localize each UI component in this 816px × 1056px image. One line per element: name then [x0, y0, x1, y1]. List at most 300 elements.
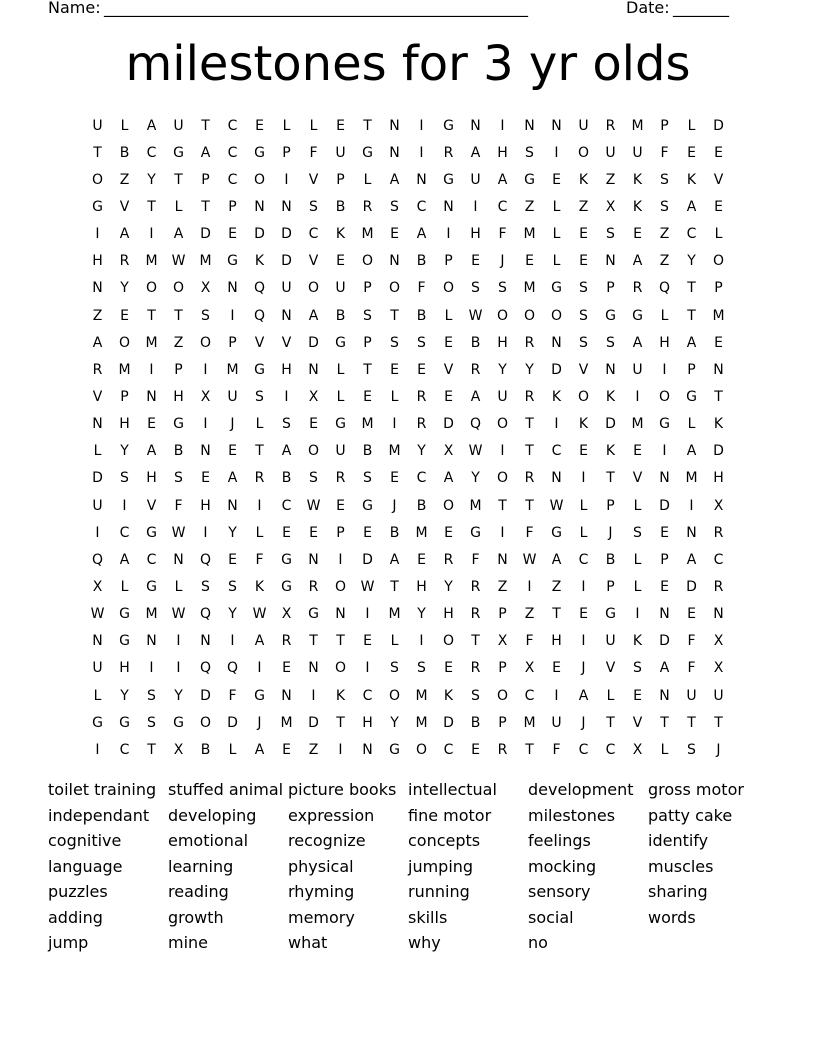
- grid-letter[interactable]: W: [171, 253, 186, 270]
- grid-letter[interactable]: U: [281, 280, 292, 297]
- grid-letter[interactable]: D: [443, 714, 454, 731]
- grid-letter[interactable]: N: [470, 117, 481, 134]
- grid-letter[interactable]: K: [605, 443, 616, 460]
- grid-letter[interactable]: I: [95, 524, 100, 541]
- grid-letter[interactable]: S: [660, 171, 669, 188]
- grid-letter[interactable]: N: [281, 198, 292, 215]
- grid-letter[interactable]: I: [284, 388, 289, 405]
- grid-letter[interactable]: U: [335, 443, 346, 460]
- grid-letter[interactable]: N: [605, 253, 616, 270]
- grid-letter[interactable]: O: [496, 416, 509, 433]
- grid-letter[interactable]: I: [284, 171, 289, 188]
- grid-letter[interactable]: F: [525, 633, 534, 650]
- grid-letter[interactable]: E: [687, 606, 696, 623]
- grid-letter[interactable]: P: [687, 361, 696, 378]
- grid-letter[interactable]: V: [146, 497, 157, 514]
- grid-letter[interactable]: M: [415, 524, 428, 541]
- grid-letter[interactable]: S: [606, 334, 615, 351]
- grid-letter[interactable]: G: [173, 144, 184, 161]
- grid-letter[interactable]: S: [174, 470, 183, 487]
- grid-letter[interactable]: D: [686, 578, 697, 595]
- grid-letter[interactable]: A: [686, 443, 697, 460]
- date-blank-line[interactable]: _______: [673, 0, 729, 17]
- grid-letter[interactable]: X: [713, 497, 724, 514]
- grid-letter[interactable]: O: [361, 253, 374, 270]
- grid-letter[interactable]: O: [91, 171, 104, 188]
- grid-letter[interactable]: H: [659, 334, 670, 351]
- grid-letter[interactable]: F: [228, 687, 237, 704]
- grid-letter[interactable]: X: [605, 198, 616, 215]
- grid-letter[interactable]: S: [579, 280, 588, 297]
- grid-letter[interactable]: R: [443, 144, 454, 161]
- grid-letter[interactable]: A: [416, 226, 427, 243]
- grid-letter[interactable]: T: [255, 443, 264, 460]
- grid-letter[interactable]: M: [361, 226, 374, 243]
- grid-letter[interactable]: A: [578, 687, 589, 704]
- grid-letter[interactable]: N: [551, 470, 562, 487]
- grid-letter[interactable]: M: [415, 687, 428, 704]
- grid-letter[interactable]: T: [174, 307, 183, 324]
- grid-letter[interactable]: P: [174, 361, 183, 378]
- grid-letter[interactable]: B: [335, 198, 346, 215]
- grid-letter[interactable]: T: [552, 606, 561, 623]
- grid-letter[interactable]: O: [388, 687, 401, 704]
- grid-letter[interactable]: P: [444, 253, 453, 270]
- grid-letter[interactable]: I: [419, 117, 424, 134]
- grid-letter[interactable]: Q: [658, 280, 671, 297]
- grid-letter[interactable]: M: [685, 470, 698, 487]
- grid-letter[interactable]: D: [362, 551, 373, 568]
- grid-letter[interactable]: S: [309, 470, 318, 487]
- grid-letter[interactable]: K: [254, 253, 265, 270]
- grid-letter[interactable]: J: [500, 253, 505, 270]
- grid-letter[interactable]: E: [390, 226, 399, 243]
- grid-letter[interactable]: V: [632, 470, 643, 487]
- grid-letter[interactable]: N: [551, 334, 562, 351]
- grid-letter[interactable]: E: [336, 253, 345, 270]
- grid-letter[interactable]: P: [363, 280, 372, 297]
- grid-letter[interactable]: N: [335, 606, 346, 623]
- grid-letter[interactable]: O: [496, 470, 509, 487]
- grid-letter[interactable]: R: [470, 660, 481, 677]
- grid-letter[interactable]: G: [362, 497, 373, 514]
- grid-letter[interactable]: Y: [687, 253, 696, 270]
- grid-letter[interactable]: E: [309, 416, 318, 433]
- grid-letter[interactable]: D: [713, 117, 724, 134]
- grid-letter[interactable]: P: [228, 334, 237, 351]
- grid-letter[interactable]: P: [660, 117, 669, 134]
- grid-letter[interactable]: Z: [551, 578, 562, 595]
- grid-letter[interactable]: G: [92, 198, 103, 215]
- grid-letter[interactable]: V: [308, 171, 319, 188]
- grid-letter[interactable]: G: [227, 253, 238, 270]
- grid-letter[interactable]: R: [335, 470, 346, 487]
- grid-letter[interactable]: D: [254, 226, 265, 243]
- grid-letter[interactable]: Y: [120, 687, 129, 704]
- grid-letter[interactable]: G: [92, 714, 103, 731]
- grid-letter[interactable]: I: [446, 226, 451, 243]
- grid-letter[interactable]: P: [606, 497, 615, 514]
- grid-letter[interactable]: J: [716, 741, 721, 758]
- grid-letter[interactable]: L: [93, 687, 102, 704]
- grid-letter[interactable]: E: [390, 470, 399, 487]
- grid-letter[interactable]: C: [416, 198, 427, 215]
- grid-letter[interactable]: L: [309, 117, 318, 134]
- grid-letter[interactable]: L: [363, 171, 372, 188]
- grid-letter[interactable]: R: [254, 470, 265, 487]
- grid-letter[interactable]: A: [470, 388, 481, 405]
- grid-letter[interactable]: H: [146, 470, 157, 487]
- grid-letter[interactable]: O: [253, 171, 266, 188]
- grid-letter[interactable]: O: [442, 633, 455, 650]
- grid-letter[interactable]: T: [309, 633, 318, 650]
- grid-letter[interactable]: X: [173, 741, 184, 758]
- grid-letter[interactable]: S: [660, 198, 669, 215]
- grid-letter[interactable]: U: [713, 687, 724, 704]
- grid-letter[interactable]: G: [389, 741, 400, 758]
- grid-letter[interactable]: Y: [498, 361, 507, 378]
- grid-letter[interactable]: L: [336, 361, 345, 378]
- grid-letter[interactable]: T: [606, 470, 615, 487]
- grid-letter[interactable]: P: [336, 524, 345, 541]
- grid-letter[interactable]: E: [120, 307, 129, 324]
- grid-letter[interactable]: E: [687, 144, 696, 161]
- grid-letter[interactable]: O: [496, 687, 509, 704]
- grid-letter[interactable]: N: [551, 117, 562, 134]
- grid-letter[interactable]: I: [662, 361, 667, 378]
- grid-letter[interactable]: E: [633, 687, 642, 704]
- grid-letter[interactable]: I: [581, 633, 586, 650]
- grid-letter[interactable]: L: [444, 307, 453, 324]
- grid-letter[interactable]: G: [335, 334, 346, 351]
- grid-letter[interactable]: C: [227, 117, 238, 134]
- grid-letter[interactable]: E: [228, 226, 237, 243]
- grid-letter[interactable]: H: [92, 253, 103, 270]
- grid-letter[interactable]: Y: [228, 524, 237, 541]
- grid-letter[interactable]: F: [255, 551, 264, 568]
- grid-letter[interactable]: G: [119, 714, 130, 731]
- grid-letter[interactable]: B: [335, 307, 346, 324]
- grid-letter[interactable]: Y: [471, 470, 480, 487]
- grid-letter[interactable]: I: [95, 741, 100, 758]
- grid-letter[interactable]: D: [443, 416, 454, 433]
- grid-letter[interactable]: D: [92, 470, 103, 487]
- grid-letter[interactable]: S: [390, 334, 399, 351]
- grid-letter[interactable]: V: [713, 171, 724, 188]
- grid-letter[interactable]: F: [687, 633, 696, 650]
- grid-letter[interactable]: J: [608, 524, 613, 541]
- grid-letter[interactable]: W: [171, 524, 186, 541]
- grid-letter[interactable]: L: [687, 416, 696, 433]
- grid-letter[interactable]: U: [605, 633, 616, 650]
- grid-letter[interactable]: I: [203, 361, 208, 378]
- grid-letter[interactable]: F: [660, 144, 669, 161]
- grid-letter[interactable]: K: [578, 171, 589, 188]
- grid-letter[interactable]: A: [119, 226, 130, 243]
- grid-letter[interactable]: I: [392, 416, 397, 433]
- grid-letter[interactable]: L: [390, 633, 399, 650]
- grid-letter[interactable]: F: [174, 497, 183, 514]
- grid-letter[interactable]: A: [254, 633, 265, 650]
- grid-letter[interactable]: N: [497, 551, 508, 568]
- grid-letter[interactable]: E: [579, 443, 588, 460]
- grid-letter[interactable]: T: [525, 497, 534, 514]
- grid-letter[interactable]: C: [605, 741, 616, 758]
- grid-letter[interactable]: A: [254, 741, 265, 758]
- grid-letter[interactable]: A: [686, 334, 697, 351]
- grid-letter[interactable]: N: [713, 606, 724, 623]
- grid-letter[interactable]: P: [498, 714, 507, 731]
- grid-letter[interactable]: S: [606, 226, 615, 243]
- grid-letter[interactable]: H: [416, 578, 427, 595]
- grid-letter[interactable]: A: [173, 226, 184, 243]
- grid-letter[interactable]: D: [281, 226, 292, 243]
- grid-letter[interactable]: Q: [199, 660, 212, 677]
- grid-letter[interactable]: J: [581, 660, 586, 677]
- grid-letter[interactable]: E: [363, 388, 372, 405]
- grid-letter[interactable]: T: [336, 633, 345, 650]
- grid-letter[interactable]: L: [390, 388, 399, 405]
- grid-letter[interactable]: H: [497, 144, 508, 161]
- grid-letter[interactable]: J: [230, 416, 235, 433]
- grid-letter[interactable]: A: [389, 551, 400, 568]
- grid-letter[interactable]: R: [524, 334, 535, 351]
- grid-letter[interactable]: X: [200, 280, 211, 297]
- grid-letter[interactable]: E: [579, 606, 588, 623]
- grid-letter[interactable]: N: [92, 280, 103, 297]
- grid-letter[interactable]: S: [390, 198, 399, 215]
- grid-letter[interactable]: E: [525, 253, 534, 270]
- grid-letter[interactable]: X: [497, 633, 508, 650]
- grid-letter[interactable]: G: [443, 117, 454, 134]
- grid-letter[interactable]: Q: [91, 551, 104, 568]
- grid-letter[interactable]: O: [577, 144, 590, 161]
- grid-letter[interactable]: S: [687, 741, 696, 758]
- grid-letter[interactable]: S: [255, 388, 264, 405]
- grid-letter[interactable]: D: [659, 497, 670, 514]
- grid-letter[interactable]: R: [713, 578, 724, 595]
- grid-letter[interactable]: C: [119, 741, 130, 758]
- grid-letter[interactable]: N: [389, 253, 400, 270]
- grid-letter[interactable]: E: [714, 198, 723, 215]
- grid-letter[interactable]: M: [415, 714, 428, 731]
- grid-letter[interactable]: A: [146, 443, 157, 460]
- grid-letter[interactable]: S: [147, 714, 156, 731]
- grid-letter[interactable]: E: [201, 470, 210, 487]
- grid-letter[interactable]: P: [660, 551, 669, 568]
- grid-letter[interactable]: E: [552, 660, 561, 677]
- grid-letter[interactable]: S: [633, 660, 642, 677]
- grid-letter[interactable]: N: [605, 361, 616, 378]
- grid-letter[interactable]: E: [147, 416, 156, 433]
- grid-letter[interactable]: G: [146, 524, 157, 541]
- grid-letter[interactable]: L: [120, 117, 129, 134]
- grid-letter[interactable]: T: [363, 117, 372, 134]
- grid-letter[interactable]: R: [119, 253, 130, 270]
- grid-letter[interactable]: T: [660, 714, 669, 731]
- grid-letter[interactable]: I: [230, 307, 235, 324]
- grid-letter[interactable]: P: [498, 606, 507, 623]
- grid-letter[interactable]: I: [176, 633, 181, 650]
- grid-letter[interactable]: K: [713, 416, 724, 433]
- grid-letter[interactable]: N: [416, 171, 427, 188]
- grid-letter[interactable]: U: [335, 144, 346, 161]
- grid-letter[interactable]: F: [525, 524, 534, 541]
- grid-letter[interactable]: Y: [417, 606, 426, 623]
- grid-letter[interactable]: N: [200, 443, 211, 460]
- grid-letter[interactable]: E: [444, 334, 453, 351]
- grid-letter[interactable]: E: [633, 226, 642, 243]
- grid-letter[interactable]: D: [713, 443, 724, 460]
- grid-letter[interactable]: R: [470, 606, 481, 623]
- grid-letter[interactable]: N: [389, 144, 400, 161]
- grid-letter[interactable]: Q: [199, 606, 212, 623]
- grid-letter[interactable]: N: [713, 361, 724, 378]
- grid-letter[interactable]: U: [632, 361, 643, 378]
- grid-letter[interactable]: X: [443, 443, 454, 460]
- grid-letter[interactable]: I: [473, 198, 478, 215]
- grid-letter[interactable]: R: [308, 578, 319, 595]
- grid-letter[interactable]: J: [257, 714, 262, 731]
- grid-letter[interactable]: Y: [228, 606, 237, 623]
- grid-letter[interactable]: O: [388, 280, 401, 297]
- grid-letter[interactable]: N: [173, 551, 184, 568]
- grid-letter[interactable]: O: [145, 280, 158, 297]
- grid-letter[interactable]: M: [226, 361, 239, 378]
- grid-letter[interactable]: G: [254, 687, 265, 704]
- grid-letter[interactable]: X: [713, 660, 724, 677]
- name-blank-line[interactable]: _____________________________________________________: [104, 0, 528, 17]
- grid-letter[interactable]: H: [119, 416, 130, 433]
- grid-letter[interactable]: N: [227, 497, 238, 514]
- grid-letter[interactable]: R: [713, 524, 724, 541]
- grid-letter[interactable]: I: [257, 497, 262, 514]
- grid-letter[interactable]: S: [498, 280, 507, 297]
- grid-letter[interactable]: W: [549, 497, 564, 514]
- grid-letter[interactable]: G: [632, 307, 643, 324]
- grid-letter[interactable]: C: [524, 687, 535, 704]
- grid-letter[interactable]: F: [498, 226, 507, 243]
- grid-letter[interactable]: N: [92, 416, 103, 433]
- grid-letter[interactable]: C: [146, 144, 157, 161]
- grid-letter[interactable]: R: [497, 741, 508, 758]
- grid-letter[interactable]: N: [308, 361, 319, 378]
- grid-letter[interactable]: C: [713, 551, 724, 568]
- grid-letter[interactable]: I: [419, 144, 424, 161]
- grid-letter[interactable]: I: [500, 117, 505, 134]
- grid-letter[interactable]: Z: [659, 226, 670, 243]
- grid-letter[interactable]: R: [281, 633, 292, 650]
- grid-letter[interactable]: M: [361, 416, 374, 433]
- grid-letter[interactable]: A: [200, 144, 211, 161]
- grid-letter[interactable]: K: [335, 687, 346, 704]
- grid-letter[interactable]: P: [336, 171, 345, 188]
- grid-letter[interactable]: O: [199, 334, 212, 351]
- grid-letter[interactable]: T: [687, 307, 696, 324]
- grid-letter[interactable]: A: [443, 470, 454, 487]
- grid-letter[interactable]: V: [308, 253, 319, 270]
- grid-letter[interactable]: N: [254, 198, 265, 215]
- grid-letter[interactable]: R: [605, 117, 616, 134]
- grid-letter[interactable]: L: [174, 578, 183, 595]
- grid-letter[interactable]: D: [308, 334, 319, 351]
- grid-letter[interactable]: Z: [92, 307, 103, 324]
- grid-letter[interactable]: H: [362, 714, 373, 731]
- grid-letter[interactable]: R: [470, 578, 481, 595]
- grid-letter[interactable]: A: [632, 334, 643, 351]
- grid-letter[interactable]: S: [579, 334, 588, 351]
- grid-letter[interactable]: L: [687, 117, 696, 134]
- grid-letter[interactable]: E: [444, 388, 453, 405]
- grid-letter[interactable]: G: [254, 361, 265, 378]
- grid-letter[interactable]: S: [201, 578, 210, 595]
- grid-letter[interactable]: Z: [578, 198, 589, 215]
- grid-letter[interactable]: R: [362, 198, 373, 215]
- grid-letter[interactable]: S: [120, 470, 129, 487]
- grid-letter[interactable]: O: [523, 307, 536, 324]
- grid-letter[interactable]: H: [551, 633, 562, 650]
- grid-letter[interactable]: E: [660, 578, 669, 595]
- grid-letter[interactable]: S: [228, 578, 237, 595]
- grid-letter[interactable]: L: [228, 741, 237, 758]
- grid-letter[interactable]: I: [122, 497, 127, 514]
- grid-letter[interactable]: N: [659, 470, 670, 487]
- grid-letter[interactable]: S: [363, 307, 372, 324]
- grid-letter[interactable]: Y: [174, 687, 183, 704]
- grid-letter[interactable]: G: [605, 307, 616, 324]
- grid-letter[interactable]: O: [334, 578, 347, 595]
- grid-letter[interactable]: Y: [444, 578, 453, 595]
- grid-letter[interactable]: S: [363, 470, 372, 487]
- grid-letter[interactable]: H: [200, 497, 211, 514]
- grid-letter[interactable]: Y: [390, 714, 399, 731]
- grid-letter[interactable]: G: [551, 280, 562, 297]
- grid-letter[interactable]: A: [659, 660, 670, 677]
- grid-letter[interactable]: R: [632, 280, 643, 297]
- grid-letter[interactable]: F: [687, 660, 696, 677]
- grid-letter[interactable]: R: [416, 416, 427, 433]
- grid-letter[interactable]: M: [523, 280, 536, 297]
- grid-letter[interactable]: E: [255, 117, 264, 134]
- grid-letter[interactable]: N: [281, 687, 292, 704]
- grid-letter[interactable]: Z: [524, 198, 535, 215]
- grid-letter[interactable]: G: [119, 606, 130, 623]
- grid-letter[interactable]: W: [522, 551, 537, 568]
- grid-letter[interactable]: N: [524, 117, 535, 134]
- grid-letter[interactable]: O: [307, 280, 320, 297]
- grid-letter[interactable]: E: [228, 551, 237, 568]
- grid-letter[interactable]: L: [282, 117, 291, 134]
- grid-letter[interactable]: T: [390, 307, 399, 324]
- grid-letter[interactable]: S: [417, 334, 426, 351]
- grid-letter[interactable]: E: [552, 171, 561, 188]
- grid-letter[interactable]: F: [552, 741, 561, 758]
- grid-letter[interactable]: T: [525, 741, 534, 758]
- grid-letter[interactable]: P: [282, 144, 291, 161]
- grid-letter[interactable]: I: [527, 578, 532, 595]
- grid-letter[interactable]: I: [338, 741, 343, 758]
- grid-letter[interactable]: E: [417, 551, 426, 568]
- grid-letter[interactable]: M: [199, 253, 212, 270]
- grid-letter[interactable]: I: [581, 578, 586, 595]
- grid-letter[interactable]: V: [281, 334, 292, 351]
- grid-letter[interactable]: N: [227, 280, 238, 297]
- grid-letter[interactable]: G: [551, 524, 562, 541]
- grid-letter[interactable]: O: [307, 443, 320, 460]
- grid-letter[interactable]: E: [633, 443, 642, 460]
- grid-letter[interactable]: O: [442, 280, 455, 297]
- grid-letter[interactable]: E: [579, 253, 588, 270]
